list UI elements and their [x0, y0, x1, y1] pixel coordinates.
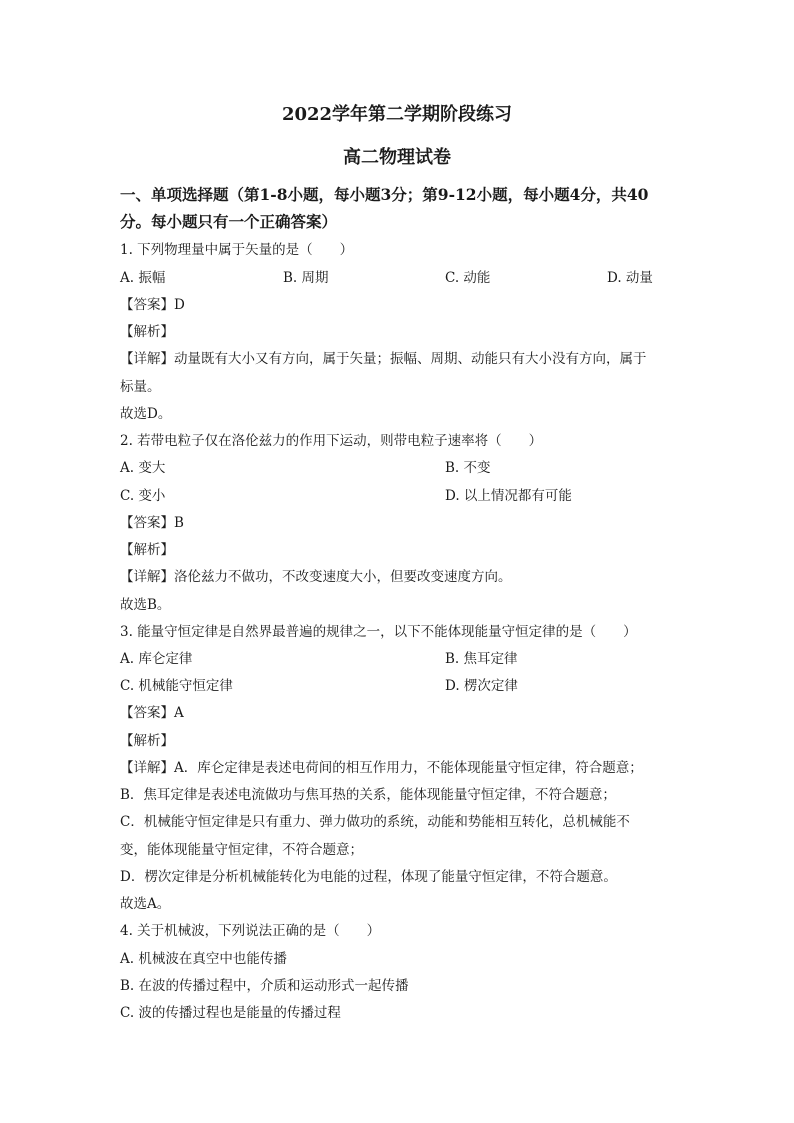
- question-4-option-b: B. 在波的传播过程中，介质和运动形式一起传播: [120, 978, 409, 994]
- question-2-option-a: A. 变大: [120, 460, 166, 476]
- question-1-analysis-label: 【解析】: [120, 324, 174, 340]
- question-3-detail-line-4: 变，能体现能量守恒定律，不符合题意；: [120, 842, 363, 858]
- question-4-stem: 4. 关于机械波，下列说法正确的是（ ）: [120, 923, 381, 939]
- question-3-answer: 【答案】A: [120, 705, 184, 721]
- question-2-option-c: C. 变小: [120, 488, 166, 504]
- question-3-detail-line-2: B．焦耳定律是表述电流做功与焦耳热的关系，能体现能量守恒定律，不符合题意；: [120, 787, 616, 803]
- question-3-detail-line-1: 【详解】A．库仑定律是表述电荷间的相互作用力，不能体现能量守恒定律，符合题意；: [120, 760, 643, 776]
- question-3-analysis-label: 【解析】: [120, 733, 174, 749]
- question-2-conclusion: 故选B。: [120, 597, 171, 613]
- question-4-option-c: C. 波的传播过程也是能量的传播过程: [120, 1005, 341, 1021]
- question-1-detail-line-2: 标量。: [120, 379, 161, 395]
- section-heading-line-2: 分。每小题只有一个正确答案）: [120, 212, 338, 231]
- question-3-stem: 3. 能量守恒定律是自然界最普遍的规律之一，以下不能体现能量守恒定律的是（ ）: [120, 624, 637, 640]
- question-1-option-c: C. 动能: [445, 270, 491, 286]
- question-3-option-b: B. 焦耳定律: [445, 651, 518, 667]
- question-2-option-d: D. 以上情况都有可能: [445, 488, 572, 504]
- question-2-option-b: B. 不变: [445, 460, 491, 476]
- question-3-option-d: D. 楞次定律: [445, 678, 518, 694]
- question-1-stem: 1. 下列物理量中属于矢量的是（ ）: [120, 242, 354, 258]
- question-3-detail-line-5: D．楞次定律是分析机械能转化为电能的过程，体现了能量守恒定律，不符合题意。: [120, 869, 617, 885]
- question-1-answer: 【答案】D: [120, 297, 185, 313]
- question-1-conclusion: 故选D。: [120, 406, 172, 422]
- question-4-option-a: A. 机械波在真空中也能传播: [120, 951, 287, 967]
- question-2-stem: 2. 若带电粒子仅在洛伦兹力的作用下运动，则带电粒子速率将（ ）: [120, 433, 543, 449]
- exam-subtitle: 高二物理试卷: [343, 147, 451, 168]
- question-3-option-a: A. 库仑定律: [120, 651, 193, 667]
- question-3-detail-line-3: C．机械能守恒定律是只有重力、弹力做功的系统，动能和势能相互转化，总机械能不: [120, 814, 630, 830]
- question-2-analysis-label: 【解析】: [120, 542, 174, 558]
- question-1-option-b: B. 周期: [283, 270, 329, 286]
- exam-title: 2022学年第二学期阶段练习: [281, 104, 513, 125]
- question-3-conclusion: 故选A。: [120, 896, 171, 912]
- question-1-detail-line-1: 【详解】动量既有大小又有方向，属于矢量；振幅、周期、动能只有大小没有方向，属于: [120, 351, 647, 367]
- question-1-option-d: D. 动量: [607, 270, 653, 286]
- question-3-option-c: C. 机械能守恒定律: [120, 678, 233, 694]
- section-heading-line-1: 一、单项选择题（第1-8小题，每小题3分；第9-12小题，每小题4分，共40: [120, 185, 649, 204]
- question-1-option-a: A. 振幅: [120, 270, 166, 286]
- question-2-answer: 【答案】B: [120, 515, 184, 531]
- question-2-detail-line-1: 【详解】洛伦兹力不做功，不改变速度大小，但要改变速度方向。: [120, 569, 512, 585]
